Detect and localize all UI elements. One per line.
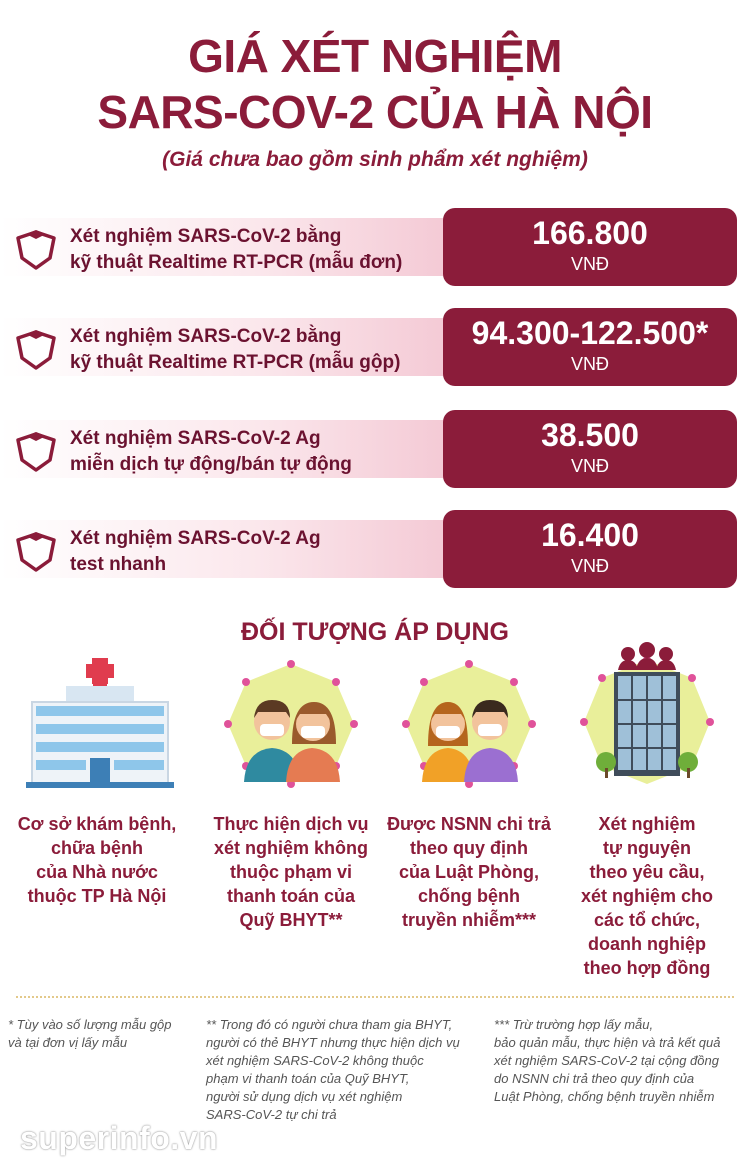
shield-icon	[14, 228, 58, 272]
section-title: ĐỐI TƯỢNG ÁP DỤNG	[240, 618, 509, 646]
shield-icon	[14, 328, 58, 372]
shield-icon	[14, 530, 58, 574]
couple-icon	[200, 654, 382, 794]
price-unit: VNĐ	[570, 254, 609, 274]
price-unit: VNĐ	[570, 556, 609, 576]
subject-text: Được NSNN chi trả theo quy định của Luật Phòng, chống bệnh truyền nhiễm***	[387, 814, 551, 930]
office-building-icon	[556, 640, 738, 790]
footnote-2: ** Trong đó có người chưa tham gia BHYT, người có thẻ BHYT nhưng thực hiện dịch vụ xét nghiệm SARS-CoV-2 không thuộc phạm vi thanh toán của Quỹ BHYT, người sử dụng dịch vụ xét nghiệm SARS-CoV-2 tự chi trả	[206, 1017, 460, 1122]
footnote-1: * Tùy vào số lượng mẫu gộp và tại đơn vị lấy mẫu	[8, 1017, 172, 1050]
brand-watermark: superinfo.vn	[20, 1120, 219, 1156]
subject-item	[378, 654, 560, 944]
price-box	[443, 308, 737, 386]
page-title-line-1: GIÁ XÉT NGHIỆM	[188, 30, 562, 82]
subject-item	[6, 654, 188, 914]
hospital-icon	[6, 654, 188, 794]
price-description: Xét nghiệm SARS-CoV-2 bằng kỹ thuật Realtime RT-PCR (mẫu gộp)	[70, 326, 401, 373]
price-box	[443, 510, 737, 588]
price-description: Xét nghiệm SARS-CoV-2 Ag miễn dịch tự động/bán tự động	[70, 428, 352, 475]
page-title-line-2: SARS-COV-2 CỦA HÀ NỘI	[97, 86, 653, 138]
couple-icon	[378, 654, 560, 794]
price-value: 166.800	[532, 215, 648, 251]
price-unit: VNĐ	[570, 456, 609, 476]
price-row	[0, 308, 750, 386]
price-row	[0, 410, 750, 488]
price-value: 94.300-122.500*	[471, 315, 709, 351]
shield-icon	[14, 430, 58, 474]
divider	[16, 996, 734, 998]
price-box	[443, 208, 737, 286]
price-box	[443, 410, 737, 488]
price-row	[0, 208, 750, 286]
price-value: 38.500	[541, 417, 639, 453]
price-value: 16.400	[541, 517, 639, 553]
page-subtitle: (Giá chưa bao gồm sinh phẩm xét nghiệm)	[162, 148, 588, 171]
footnote-3: *** Trừ trường hợp lấy mẫu, bảo quản mẫu, thực hiện và trả kết quả xét nghiệm SARS-CoV-2 tại cộng đồng do NSNN chi trả theo quy định của Luật Phòng, chống bệnh truyền nhiễm	[494, 1017, 721, 1104]
subject-text: Thực hiện dịch vụ xét nghiệm không thuộc phạm vi thanh toán của Quỹ BHYT**	[213, 814, 369, 930]
subject-text: Cơ sở khám bệnh, chữa bệnh của Nhà nước thuộc TP Hà Nội	[17, 814, 177, 906]
subject-item	[556, 640, 738, 980]
price-description: Xét nghiệm SARS-CoV-2 Ag test nhanh	[70, 528, 321, 575]
subject-item	[200, 654, 382, 944]
price-description: Xét nghiệm SARS-CoV-2 bằng kỹ thuật Realtime RT-PCR (mẫu đơn)	[70, 226, 403, 273]
price-unit: VNĐ	[570, 354, 609, 374]
subject-text: Xét nghiệm tự nguyện theo yêu cầu, xét nghiệm cho các tổ chức, doanh nghiệp theo hợp đồng	[580, 814, 714, 978]
price-row	[0, 510, 750, 588]
